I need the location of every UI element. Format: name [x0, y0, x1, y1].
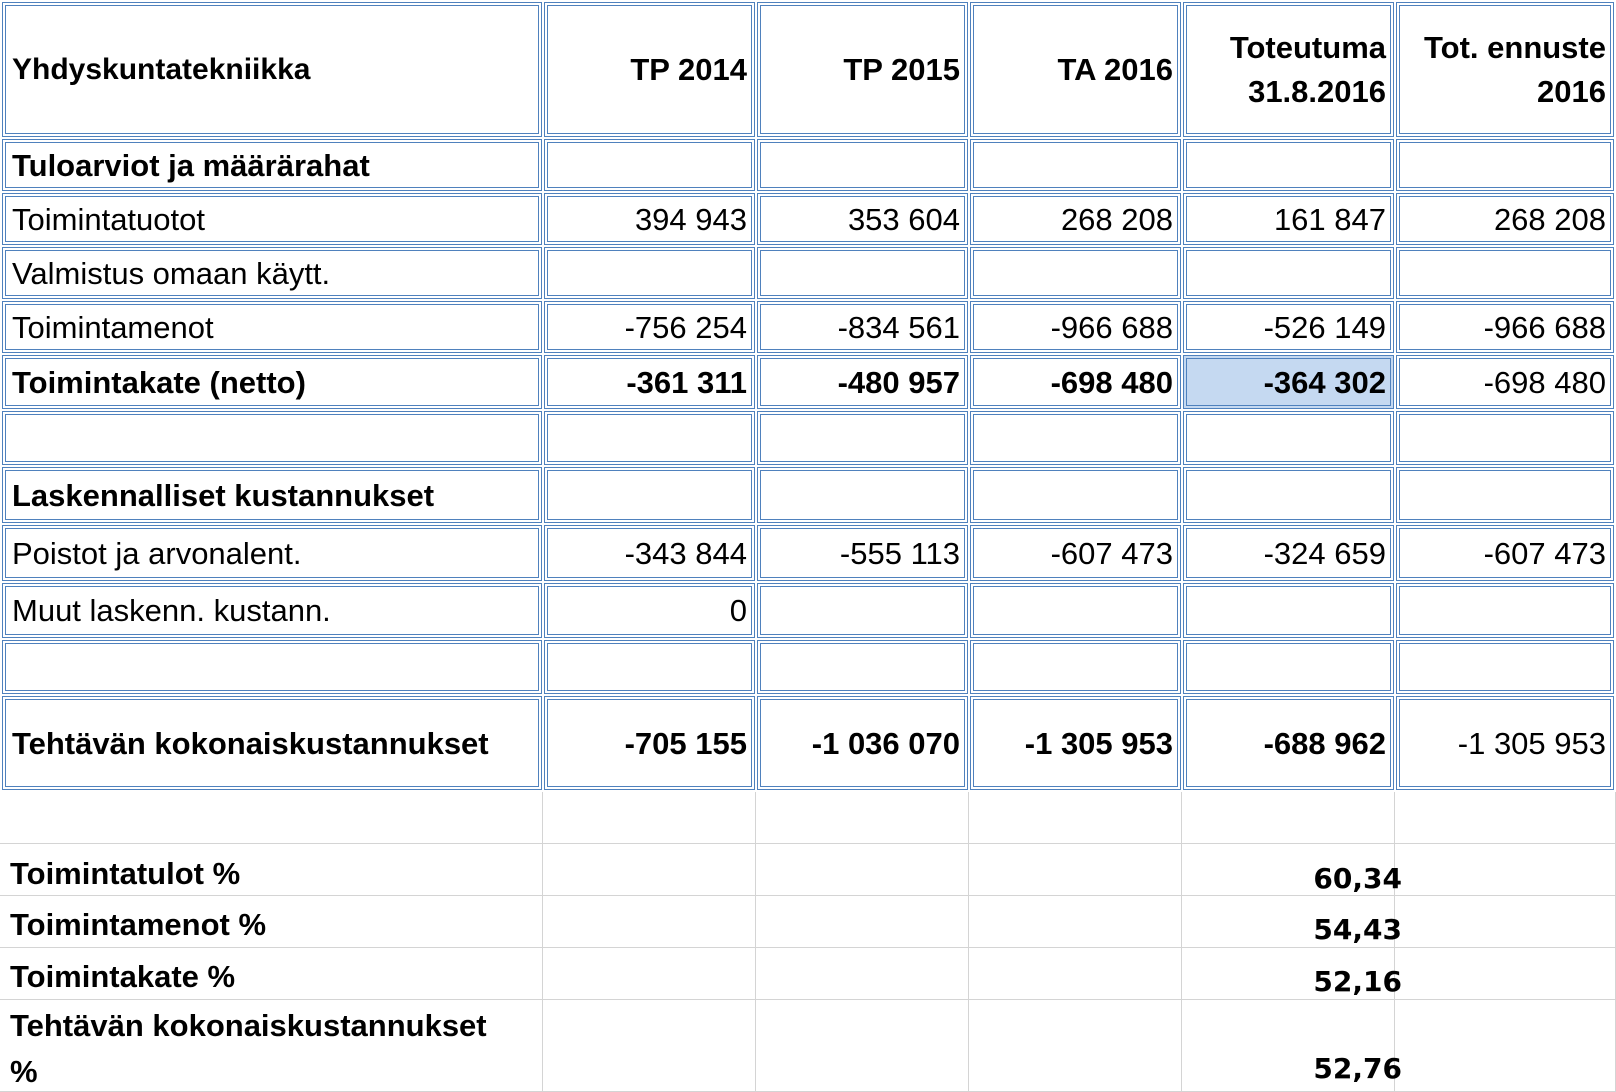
- table-cell[interactable]: -756 254: [544, 301, 755, 353]
- grid-cell[interactable]: [543, 844, 756, 896]
- grid-cell[interactable]: [756, 896, 969, 948]
- table-cell[interactable]: -1 305 953: [970, 696, 1181, 790]
- pct-label-kokonaiskustannukset-line2: %: [10, 1054, 38, 1089]
- table-cell[interactable]: -1 305 953: [1396, 696, 1614, 790]
- header-toteutuma-line1: Toteutuma: [1229, 29, 1386, 65]
- table-cell[interactable]: [1183, 139, 1394, 191]
- pct-label-kokonaiskustannukset-line1: Tehtävän kokonaiskustannukset: [10, 1008, 487, 1043]
- table-cell[interactable]: [1396, 139, 1614, 191]
- table-cell[interactable]: [1396, 467, 1614, 523]
- table-cell[interactable]: [1183, 467, 1394, 523]
- pct-value-toimintatulot[interactable]: 60,34: [1313, 862, 1402, 895]
- table-cell[interactable]: [1396, 247, 1614, 299]
- table-cell[interactable]: -966 688: [970, 301, 1181, 353]
- row-label-muut[interactable]: Muut laskenn. kustann.: [2, 583, 542, 638]
- table-cell[interactable]: -480 957: [757, 355, 968, 409]
- table-cell[interactable]: [970, 583, 1181, 638]
- table-cell[interactable]: -705 155: [544, 696, 755, 790]
- table-cell[interactable]: [544, 411, 755, 465]
- grid-cell[interactable]: [756, 792, 969, 844]
- table-cell[interactable]: 161 847: [1183, 193, 1394, 245]
- row-label-valmistus[interactable]: Valmistus omaan käytt.: [2, 247, 542, 299]
- row-label-poistot[interactable]: Poistot ja arvonalent.: [2, 525, 542, 581]
- table-cell[interactable]: [970, 467, 1181, 523]
- table-cell[interactable]: [544, 247, 755, 299]
- grid-cell[interactable]: [969, 896, 1182, 948]
- row-label-laskennalliset[interactable]: Laskennalliset kustannukset: [2, 467, 542, 523]
- table-cell[interactable]: [757, 467, 968, 523]
- row-label-toimintamenot[interactable]: Toimintamenot: [2, 301, 542, 353]
- table-cell[interactable]: 268 208: [970, 193, 1181, 245]
- header-ta2016[interactable]: TA 2016: [970, 2, 1181, 137]
- table-cell[interactable]: -343 844: [544, 525, 755, 581]
- header-ennuste-line2: 2016: [1537, 73, 1606, 109]
- grid-cell[interactable]: [543, 896, 756, 948]
- table-cell[interactable]: -698 480: [970, 355, 1181, 409]
- pct-label-toimintatulot: Toimintatulot %: [10, 856, 241, 891]
- grid-cell[interactable]: [1395, 896, 1616, 948]
- selected-cell[interactable]: -364 302: [1183, 355, 1394, 409]
- row-label-toimintatuotot[interactable]: Toimintatuotot: [2, 193, 542, 245]
- grid-cell[interactable]: [543, 948, 756, 1000]
- table-cell[interactable]: [757, 247, 968, 299]
- table-cell[interactable]: [970, 139, 1181, 191]
- grid-cell[interactable]: [543, 792, 756, 844]
- grid-cell[interactable]: [0, 792, 543, 844]
- table-cell[interactable]: [1396, 583, 1614, 638]
- table-cell[interactable]: [1183, 411, 1394, 465]
- table-cell[interactable]: -607 473: [970, 525, 1181, 581]
- table-cell[interactable]: [757, 139, 968, 191]
- table-cell[interactable]: [544, 467, 755, 523]
- table-cell[interactable]: [757, 411, 968, 465]
- pct-value-toimintamenot[interactable]: 54,43: [1313, 913, 1402, 946]
- header-tp2015[interactable]: TP 2015: [757, 2, 968, 137]
- empty-row-cell[interactable]: [2, 640, 542, 694]
- row-label-toimintakate[interactable]: Toimintakate (netto): [2, 355, 542, 409]
- table-cell[interactable]: -688 962: [1183, 696, 1394, 790]
- grid-cell[interactable]: [969, 844, 1182, 896]
- table-cell[interactable]: [757, 640, 968, 694]
- table-cell[interactable]: -526 149: [1183, 301, 1394, 353]
- table-cell[interactable]: -1 036 070: [757, 696, 968, 790]
- empty-row-cell[interactable]: [2, 411, 542, 465]
- grid-cell[interactable]: [1395, 792, 1616, 844]
- header-toteutuma[interactable]: [1183, 2, 1394, 137]
- table-cell[interactable]: 353 604: [757, 193, 968, 245]
- grid-cell[interactable]: [969, 792, 1182, 844]
- grid-cell[interactable]: [756, 1000, 969, 1092]
- header-ennuste-line1: Tot. ennuste: [1424, 29, 1606, 65]
- grid-cell[interactable]: [969, 948, 1182, 1000]
- table-cell[interactable]: [1183, 247, 1394, 299]
- table-cell[interactable]: [1396, 411, 1614, 465]
- table-cell[interactable]: -698 480: [1396, 355, 1614, 409]
- table-cell[interactable]: [970, 247, 1181, 299]
- header-title[interactable]: Yhdyskuntatekniikka: [2, 2, 542, 137]
- table-cell[interactable]: -966 688: [1396, 301, 1614, 353]
- row-label-kokonaiskustannukset[interactable]: Tehtävän kokonaiskustannukset: [2, 696, 542, 790]
- pct-label-toimintakate: Toimintakate %: [10, 959, 236, 994]
- table-cell[interactable]: [970, 640, 1181, 694]
- table-cell[interactable]: -555 113: [757, 525, 968, 581]
- header-ennuste[interactable]: [1396, 2, 1614, 137]
- table-cell[interactable]: [544, 139, 755, 191]
- grid-cell[interactable]: [1395, 948, 1616, 1000]
- table-cell[interactable]: 0: [544, 583, 755, 638]
- table-cell[interactable]: -361 311: [544, 355, 755, 409]
- grid-cell[interactable]: [1182, 792, 1395, 844]
- table-cell[interactable]: -607 473: [1396, 525, 1614, 581]
- pct-value-kokonaiskustannukset[interactable]: 52,76: [1313, 1052, 1402, 1085]
- table-cell[interactable]: [757, 583, 968, 638]
- grid-cell[interactable]: [1395, 844, 1616, 896]
- table-cell[interactable]: [1183, 583, 1394, 638]
- table-cell[interactable]: 394 943: [544, 193, 755, 245]
- row-label-tuloarviot[interactable]: Tuloarviot ja määrärahat: [2, 139, 542, 191]
- table-cell[interactable]: [1396, 640, 1614, 694]
- grid-cell[interactable]: [969, 1000, 1182, 1092]
- table-cell[interactable]: [544, 640, 755, 694]
- pct-value-toimintakate[interactable]: 52,16: [1313, 965, 1402, 998]
- header-toteutuma-line2: 31.8.2016: [1248, 73, 1386, 109]
- table-cell[interactable]: [1183, 640, 1394, 694]
- grid-cell[interactable]: [756, 948, 969, 1000]
- grid-cell[interactable]: [543, 1000, 756, 1092]
- table-cell[interactable]: -324 659: [1183, 525, 1394, 581]
- pct-label-toimintamenot: Toimintamenot %: [10, 907, 267, 942]
- table-cell[interactable]: 268 208: [1396, 193, 1614, 245]
- table-cell[interactable]: -834 561: [757, 301, 968, 353]
- table-cell[interactable]: [970, 411, 1181, 465]
- header-tp2014[interactable]: TP 2014: [544, 2, 755, 137]
- grid-cell[interactable]: [1395, 1000, 1616, 1092]
- grid-cell[interactable]: [756, 844, 969, 896]
